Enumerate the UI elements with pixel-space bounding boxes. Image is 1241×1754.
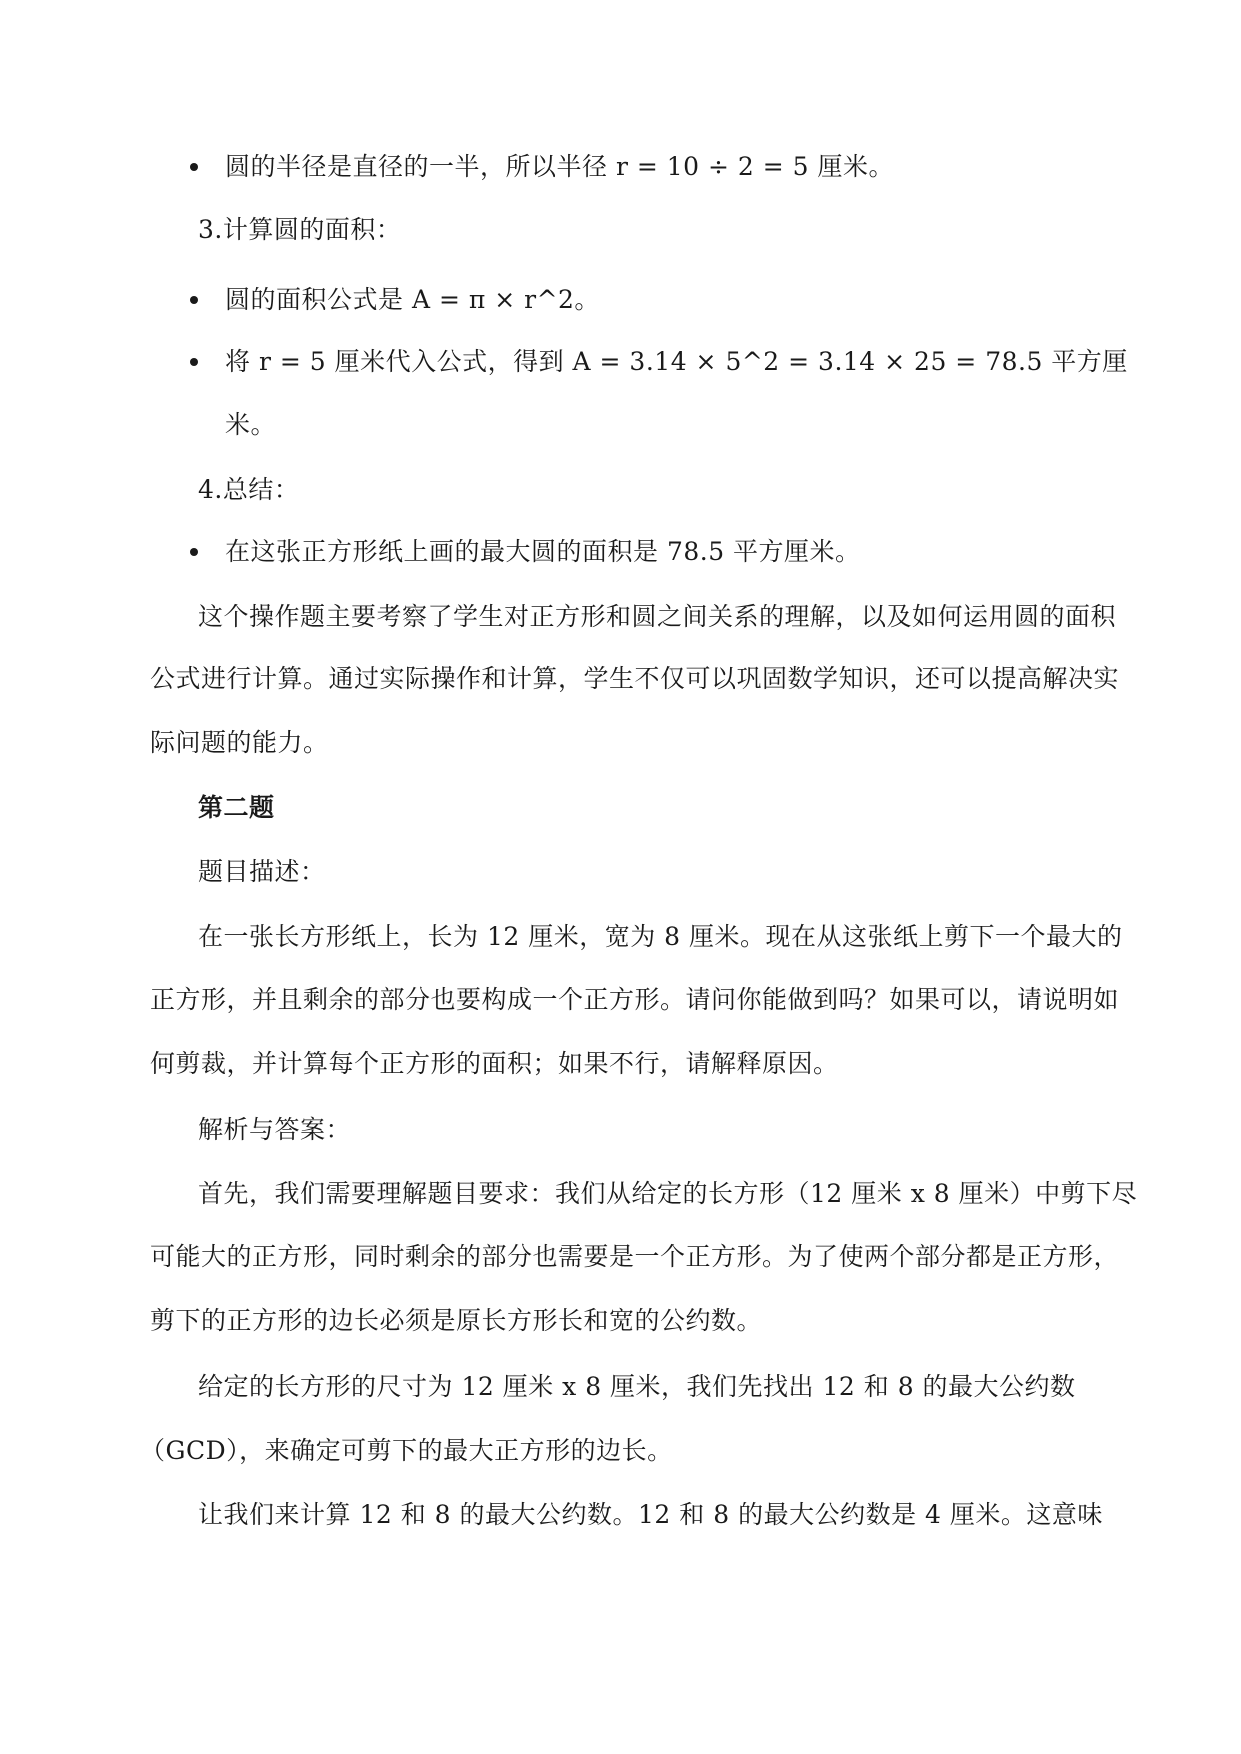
paragraph-line: （GCD），来确定可剪下的最大正方形的边长。	[140, 1436, 673, 1465]
list-item-area-formula: 圆的面积公式是 A = π × r^2。	[225, 285, 600, 314]
paragraph-line: 剪下的正方形的边长必须是原长方形长和宽的公约数。	[150, 1306, 763, 1335]
section-heading: 第二题	[198, 793, 275, 822]
bullet-icon	[190, 163, 198, 171]
step-heading-4: 4.总结：	[198, 475, 300, 504]
paragraph-line: 何剪裁，并计算每个正方形的面积；如果不行，请解释原因。	[150, 1049, 839, 1078]
paragraph-line: 公式进行计算。通过实际操作和计算，学生不仅可以巩固数学知识，还可以提高解决实	[150, 664, 1120, 693]
paragraph-line: 给定的长方形的尺寸为 12 厘米 x 8 厘米，我们先找出 12 和 8 的最大公约数	[198, 1372, 1076, 1401]
paragraph-line: 正方形，并且剩余的部分也要构成一个正方形。请问你能做到吗？如果可以，请说明如	[150, 985, 1120, 1014]
list-item-substitution: 将 r = 5 厘米代入公式，得到 A = 3.14 × 5^2 = 3.14 × 25 = 78.5 平方厘	[225, 347, 1128, 376]
subheading-description: 题目描述：	[198, 857, 326, 886]
paragraph-line: 可能大的正方形，同时剩余的部分也需要是一个正方形。为了使两个部分都是正方形，	[150, 1242, 1120, 1271]
list-item-summary: 在这张正方形纸上画的最大圆的面积是 78.5 平方厘米。	[225, 537, 861, 566]
bullet-icon	[190, 358, 198, 366]
paragraph-line: 在一张长方形纸上，长为 12 厘米，宽为 8 厘米。现在从这张纸上剪下一个最大的	[198, 922, 1123, 951]
paragraph-line: 际问题的能力。	[150, 728, 329, 757]
subheading-analysis: 解析与答案：	[198, 1115, 352, 1144]
list-item-radius: 圆的半径是直径的一半，所以半径 r = 10 ÷ 2 = 5 厘米。	[225, 152, 894, 181]
bullet-icon	[190, 548, 198, 556]
paragraph-line: 这个操作题主要考察了学生对正方形和圆之间关系的理解，以及如何运用圆的面积	[198, 602, 1117, 631]
step-heading-3: 3.计算圆的面积：	[198, 215, 402, 244]
paragraph-line: 让我们来计算 12 和 8 的最大公约数。12 和 8 的最大公约数是 4 厘米。这意味	[198, 1500, 1103, 1529]
paragraph-line: 首先，我们需要理解题目要求：我们从给定的长方形（12 厘米 x 8 厘米）中剪下尽	[198, 1179, 1138, 1208]
list-item-substitution-cont: 米。	[225, 410, 277, 439]
bullet-icon	[190, 296, 198, 304]
